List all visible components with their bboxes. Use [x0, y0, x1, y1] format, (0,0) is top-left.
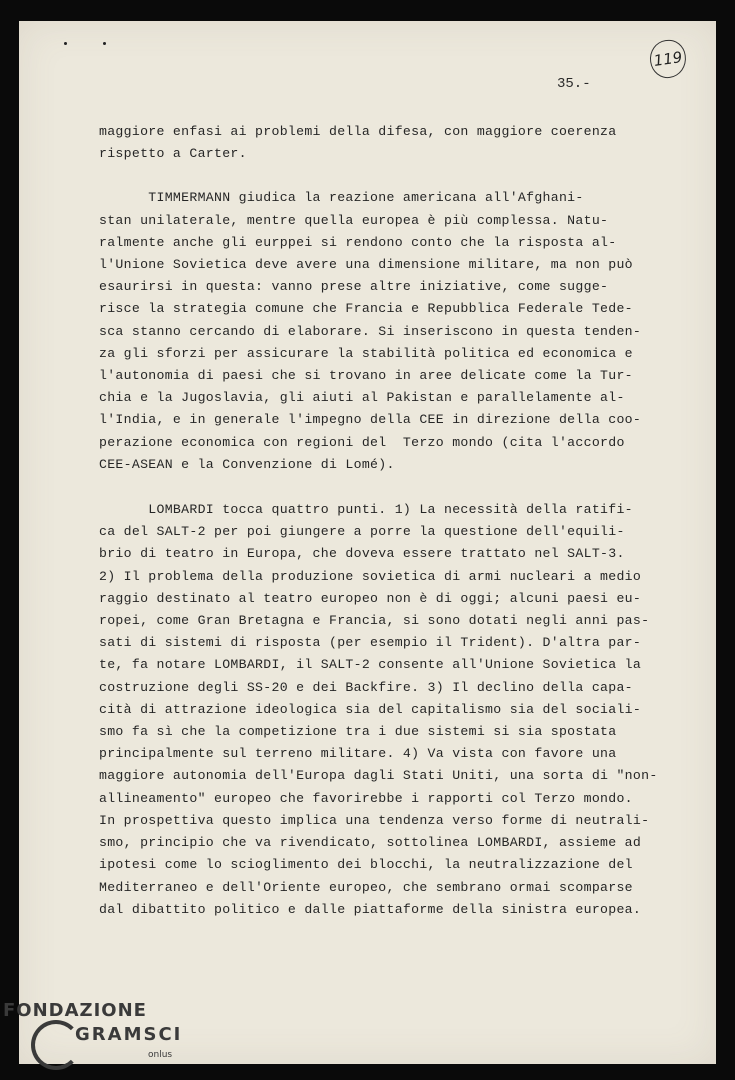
text-line: chia e la Jugoslavia, gli aiuti al Pakistan e parallelamente al-: [99, 390, 625, 406]
text-line: l'India, e in generale l'impegno della CEE in direzione della coo-: [99, 412, 642, 428]
text-line: maggiore autonomia dell'Europa dagli Stati Uniti, una sorta di "non-: [99, 768, 658, 784]
document-body: [99, 121, 659, 921]
logo-ring-icon: [31, 1020, 81, 1070]
text-line: ralmente anche gli eurppei si rendono conto che la risposta al-: [99, 234, 617, 250]
text-line: risce la strategia comune che Francia e Repubblica Federale Tede-: [99, 301, 633, 317]
text-line: TIMMERMANN giudica la reazione americana all'Afghani-: [99, 190, 584, 206]
text-line: stan unilaterale, mentre quella europea è più complessa. Natu-: [99, 212, 609, 228]
text-line: allineamento" europeo che favorirebbe i rapporti col Terzo mondo.: [99, 790, 633, 806]
text-line: smo, principio che va rivendicato, sottolinea LOMBARDI, assieme ad: [99, 835, 642, 851]
text-line: esaurirsi in questa: vanno prese altre iniziative, come sugge-: [99, 279, 609, 295]
text-line: za gli sforzi per assicurare la stabilità politica ed economica e: [99, 345, 633, 361]
text-line: principalmente sul terreno militare. 4) Va vista con favore una: [99, 746, 617, 762]
document-page: [19, 21, 716, 1064]
paragraph-2: [99, 187, 659, 476]
text-line: sca stanno cercando di elaborare. Si inseriscono in questa tenden-: [99, 323, 642, 339]
text-line: l'autonomia di paesi che si trovano in aree delicate come la Tur-: [99, 368, 633, 384]
paragraph-1: [99, 121, 659, 165]
text-line: dal dibattito politico e dalle piattaforme della sinistra europea.: [99, 901, 642, 917]
text-line: Mediterraneo e dell'Oriente europeo, che sembrano ormai scomparse: [99, 879, 633, 895]
paragraph-3: [99, 499, 659, 921]
punch-mark: [103, 42, 106, 45]
punch-mark: [64, 42, 67, 45]
text-line: brio di teatro in Europa, che doveva essere trattato nel SALT-3.: [99, 546, 625, 562]
text-line: maggiore enfasi ai problemi della difesa, con maggiore coerenza: [99, 124, 617, 139]
fondazione-gramsci-watermark: [3, 1000, 183, 1060]
text-line: raggio destinato al teatro europeo non è di oggi; alcuni paesi eu-: [99, 590, 642, 606]
text-line: smo fa sì che la competizione tra i due sistemi si sia spostata: [99, 724, 617, 740]
watermark-line-1: FONDAZIONE: [3, 1000, 147, 1021]
text-line: LOMBARDI tocca quattro punti. 1) La necessità della ratifi-: [99, 502, 633, 518]
page-number: 35.-: [557, 76, 591, 92]
text-line: ca del SALT-2 per poi giungere a porre la questione dell'equili-: [99, 524, 625, 540]
text-line: l'Unione Sovietica deve avere una dimensione militare, ma non può: [99, 257, 633, 273]
text-line: sati di sistemi di risposta (per esempio il Trident). D'altra par-: [99, 635, 642, 651]
text-line: costruzione degli SS-20 e dei Backfire. 3) Il declino della capa-: [99, 679, 633, 695]
watermark-line-2: GRAMSCI: [75, 1024, 183, 1045]
text-line: perazione economica con regioni del Terzo mondo (cita l'accordo: [99, 434, 625, 450]
watermark-line-3: onlus: [148, 1050, 173, 1060]
text-line: CEE-ASEAN e la Convenzione di Lomé).: [99, 456, 395, 472]
text-line: In prospettiva questo implica una tendenza verso forme di neutrali-: [99, 812, 650, 828]
text-line: cità di attrazione ideologica sia del capitalismo sia del sociali-: [99, 701, 642, 717]
text-line: 2) Il problema della produzione sovietica di armi nucleari a medio: [99, 568, 642, 584]
text-line: te, fa notare LOMBARDI, il SALT-2 consente all'Unione Sovietica la: [99, 657, 642, 673]
text-line: ropei, come Gran Bretagna e Francia, si sono dotati negli anni pas-: [99, 613, 650, 629]
text-line: ipotesi come lo scioglimento dei blocchi, la neutralizzazione del: [99, 857, 633, 873]
handwritten-folio-number: 119: [648, 38, 689, 81]
text-line: rispetto a Carter.: [99, 146, 247, 162]
